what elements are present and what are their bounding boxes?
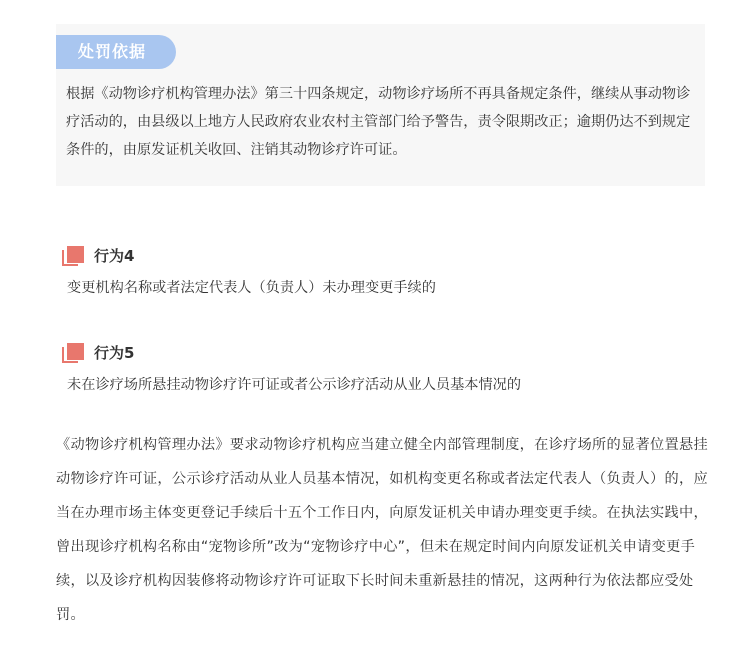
- analysis-paragraph: 《动物诊疗机构管理办法》要求动物诊疗机构应当建立健全内部管理制度，在诊疗场所的显著位置悬挂动物诊疗许可证，公示诊疗活动从业人员基本情况，如机构变更名称或者法定代表人（负责人）的，应当在办理市场主体变更登记手续后十五个工作日内，向原发证机关申请办理变更手续。在执法实践中，曾出现诊疗机构名称由“宠物诊所”改为“宠物诊疗中心”，但未在规定时间内向原发证机关申请变更手续，以及诊疗机构因装修将动物诊疗许可证取下长时间未重新悬挂的情况，这两种行为依法都应受处罚。: [56, 437, 708, 623]
- square-marker-icon: [62, 246, 82, 266]
- behavior-description: 变更机构名称或者法定代表人（负责人）未办理变更手续的: [67, 280, 436, 296]
- penalty-basis-section: [56, 24, 705, 186]
- behavior-description: 未在诊疗场所悬挂动物诊疗许可证或者公示诊疗活动从业人员基本情况的: [67, 377, 522, 393]
- behavior-title: 行为5: [94, 344, 135, 362]
- square-marker-icon: [62, 343, 82, 363]
- penalty-basis-text: 根据《动物诊疗机构管理办法》第三十四条规定，动物诊疗场所不再具备规定条件，继续从事动物诊疗活动的，由县级以上地方人民政府农业农村主管部门给予警告，责令限期改正；逾期仍达不到规定条件的，由原发证机关收回、注销其动物诊疗许可证。: [66, 86, 691, 158]
- penalty-basis-tab: 处罚依据: [56, 35, 176, 69]
- behavior-title: 行为4: [94, 247, 135, 265]
